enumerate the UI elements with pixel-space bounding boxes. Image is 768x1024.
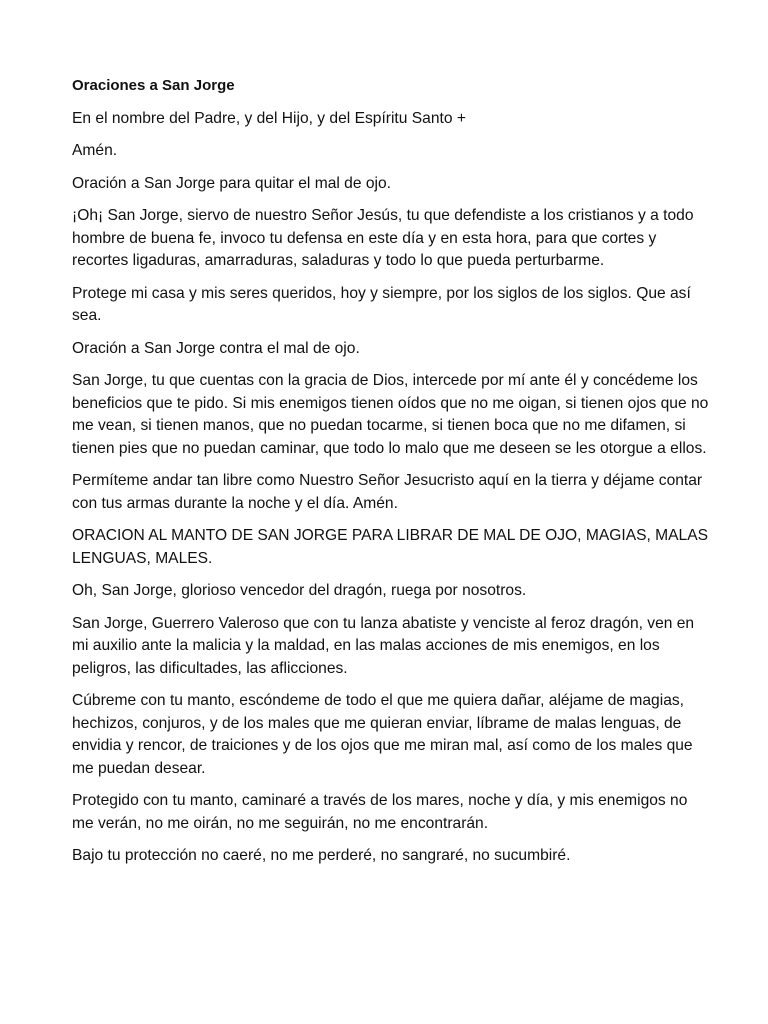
document-page	[72, 75, 712, 878]
paragraph-manto-body-2: Cúbreme con tu manto, escóndeme de todo el que me quiera dañar, aléjame de magias, hechizos, conjuros, y de los males que me quieran enviar, líbrame de malas lenguas, de envidia y rencor, de traiciones y de los ojos que me miran mal, así como de los males que me puedan desear.	[72, 692, 693, 777]
paragraph-prayer-2-closing: Permíteme andar tan libre como Nuestro Señor Jesucristo aquí en la tierra y déjame contar con tus armas durante la noche y el día. Amén.	[72, 472, 703, 512]
paragraph-amen: Amén.	[72, 142, 118, 159]
paragraph-prayer-1-body: ¡Oh¡ San Jorge, siervo de nuestro Señor Jesús, tu que defendiste a los cristianos y a todo hombre de buena fe, invoco tu defensa en este día y en esta hora, para que cortes y recortes ligaduras, amarraduras, saladuras y todo lo que pueda perturbarme.	[72, 207, 694, 269]
paragraph-heading-prayer-1: Oración a San Jorge para quitar el mal de ojo.	[72, 174, 391, 192]
paragraph-manto-invocation: Oh, San Jorge, glorioso vencedor del dragón, ruega por nosotros.	[72, 582, 527, 599]
paragraph-heading-prayer-2: Oración a San Jorge contra el mal de ojo.	[72, 339, 360, 357]
document-title: Oraciones a San Jorge	[72, 77, 235, 94]
paragraph-invocation: En el nombre del Padre, y del Hijo, y del Espíritu Santo +	[72, 109, 466, 127]
paragraph-heading-manto: ORACION AL MANTO DE SAN JORGE PARA LIBRAR DE MAL DE OJO, MAGIAS, MALAS LENGUAS, MALES.	[72, 527, 709, 567]
paragraph-manto-body-4: Bajo tu protección no caeré, no me perderé, no sangraré, no sucumbiré.	[72, 847, 571, 864]
paragraph-prayer-2-body: San Jorge, tu que cuentas con la gracia de Dios, intercede por mí ante él y concédeme los beneficios que te pido. Si mis enemigos tienen oídos que no me oigan, si tienen ojos que no me vean, si tienen manos, que no puedan tocarme, si tienen boca que no me difamen, si tienen pies que no puedan caminar, que todo lo malo que me deseen se les otorgue a ellos.	[72, 372, 709, 457]
paragraph-manto-body-1: San Jorge, Guerrero Valeroso que con tu lanza abatiste y venciste al feroz dragón, ven en mi auxilio ante la malicia y la maldad, en las malas acciones de mis enemigos, en los peligros, las dificultades, las aflicciones.	[72, 614, 695, 677]
paragraph-manto-body-3: Protegido con tu manto, caminaré a través de los mares, noche y día, y mis enemigos no me verán, no me oirán, no me seguirán, no me encontrarán.	[72, 792, 688, 832]
paragraph-prayer-1-closing: Protege mi casa y mis seres queridos, hoy y siempre, por los siglos de los siglos. Que así sea.	[72, 284, 691, 324]
